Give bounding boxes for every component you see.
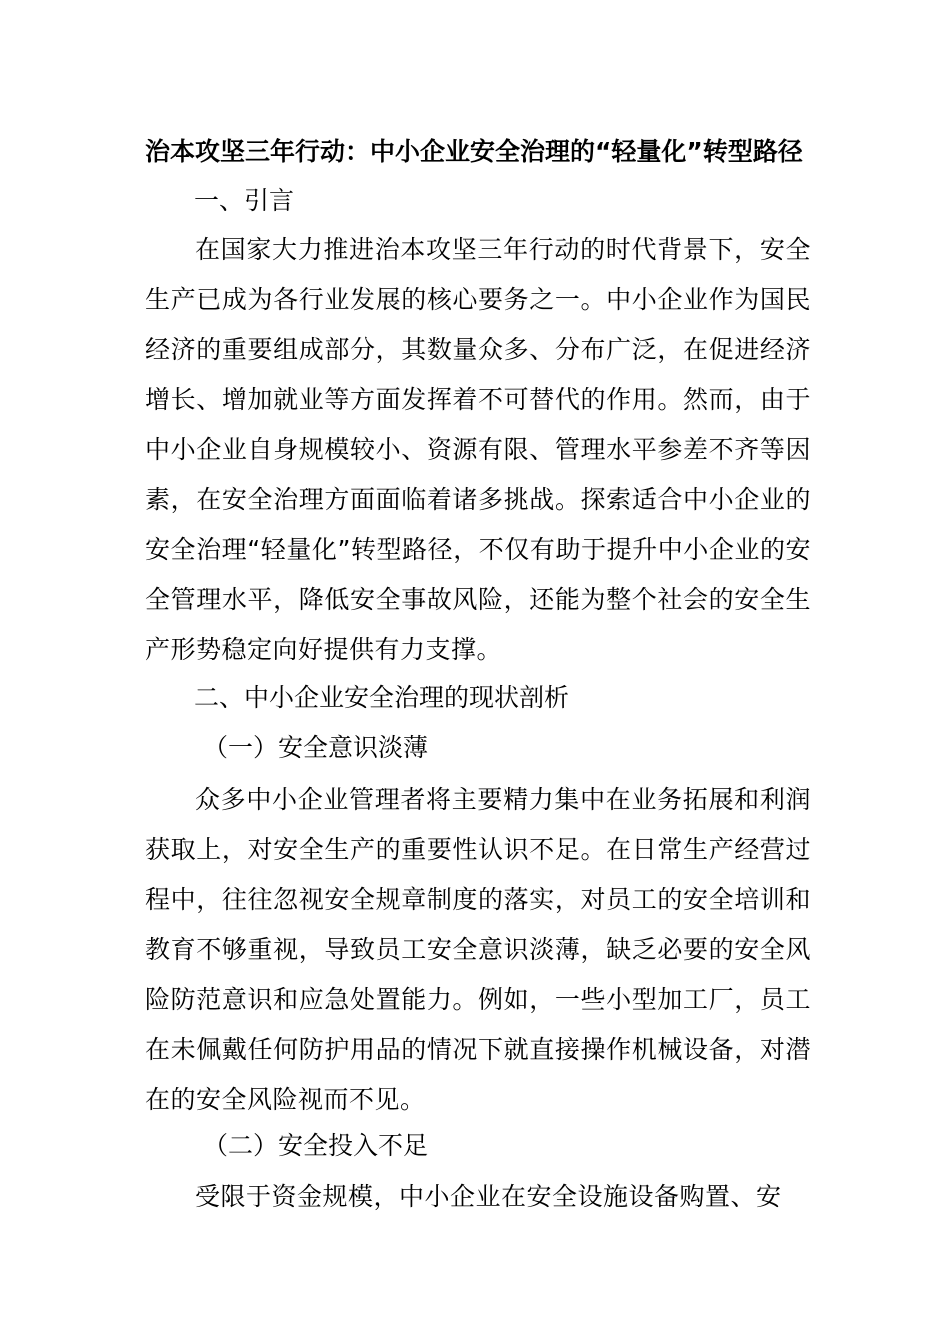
paragraph-introduction: 在国家大力推进治本攻坚三年行动的时代背景下，安全生产已成为各行业发展的核心要务之一。中小企业作为国民经济的重要组成部分，其数量众多、分布广泛，在促进经济增长、增加就业等方面发挥着不可替代的作用。然而，由于中小企业自身规模较小、资源有限、管理水平参差不齐等因素，在安全治理方面面临着诸多挑战。探索适合中小企业的安全治理“轻量化”转型路径，不仅有助于提升中小企业的安全管理水平，降低安全事故风险，还能为整个社会的安全生产形势稳定向好提供有力支撑。 xyxy=(145,235,811,664)
document-title: 治本攻坚三年行动：中小企业安全治理的“轻量化”转型路径 xyxy=(145,137,803,166)
section-heading-introduction: 一、引言 xyxy=(194,186,295,215)
paragraph-safety-investment: 受限于资金规模，中小企业在安全设施设备购置、安 xyxy=(195,1182,782,1211)
subsection-heading-safety-investment: （二）安全投入不足 xyxy=(203,1131,429,1160)
subsection-heading-safety-awareness: （一）安全意识淡薄 xyxy=(203,733,429,762)
paragraph-safety-awareness: 众多中小企业管理者将主要精力集中在业务拓展和利润获取上，对安全生产的重要性认识不足。在日常生产经营过程中，往往忽视安全规章制度的落实，对员工的安全培训和教育不够重视，导致员工安全意识淡薄，缺乏必要的安全风险防范意识和应急处置能力。例如，一些小型加工厂，员工在未佩戴任何防护用品的情况下就直接操作机械设备，对潜在的安全风险视而不见。 xyxy=(145,785,811,1114)
section-heading-status-analysis: 二、中小企业安全治理的现状剖析 xyxy=(194,683,570,712)
